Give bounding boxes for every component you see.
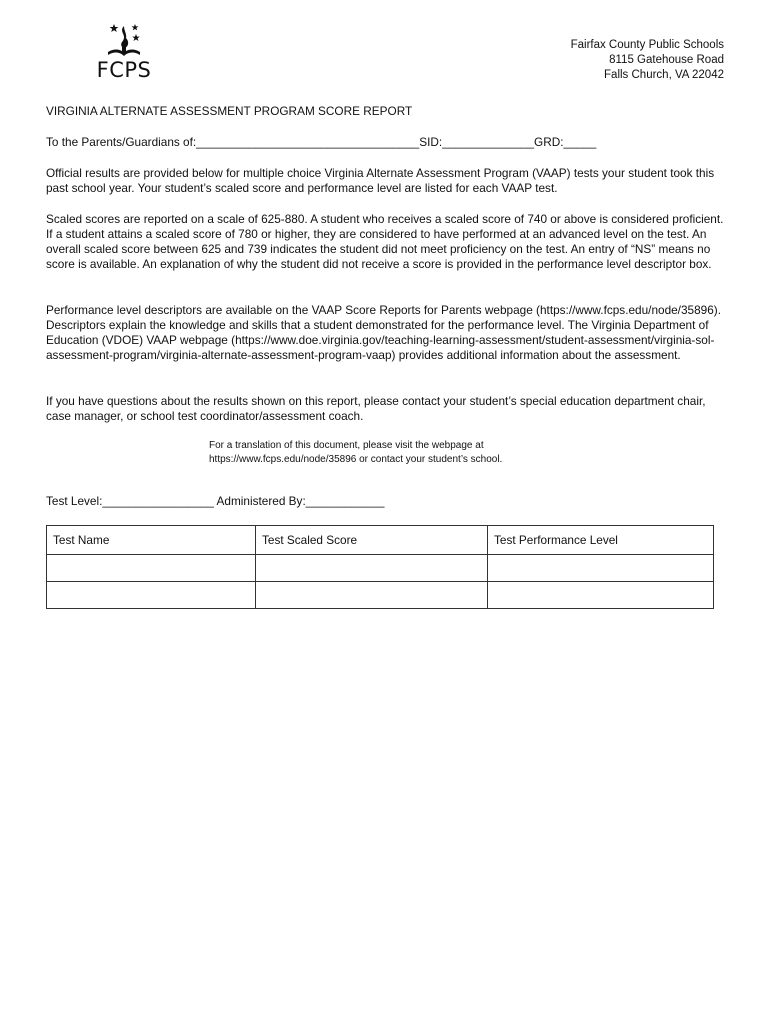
score-table [46,525,714,609]
paragraph-questions: If you have questions about the results shown on this report, please contact your student’s special education department chair, case manager, or school test coordinator/assessment coach. [46,394,706,423]
table-row [47,582,714,609]
table-cell [256,582,488,609]
torch-with-stars-icon [104,22,144,60]
table-header-row [47,526,714,555]
translation-line-1: For a translation of this document, please visit the webpage at [209,440,484,451]
table-row [47,555,714,582]
table-cell [47,582,256,609]
table-cell [47,555,256,582]
address-line-3: Falls Church, VA 22042 [604,69,724,81]
paragraph-official-results: Official results are provided below for multiple choice Virginia Alternate Assessment Program (VAAP) tests your student took this past school year. Your student’s scaled score and performance level are listed for each VAAP test. [46,166,715,195]
table-cell [488,555,714,582]
school-address [571,38,724,83]
translation-line-2: https://www.fcps.edu/node/35896 or contact your student’s school. [209,454,503,465]
table-cell [256,555,488,582]
parent-guardian-line: To the Parents/Guardians of:__________________________________SID:______________GRD:_____ [46,135,597,149]
test-level-line: Test Level:_________________ Administered By:____________ [46,494,385,508]
header-test-scaled-score: Test Scaled Score [256,526,488,555]
header-test-name: Test Name [47,526,256,555]
paragraph-scaled-scores: Scaled scores are reported on a scale of 625-880. A student who receives a scaled score of 740 or above is considered proficient. If a student attains a scaled score of 780 or higher, they are considered to have performed at an advanced level on the test. An overall scaled score between 625 and 739 indicates the student did not meet proficiency on the test. An entry of “NS” means no score is available. An explanation of why the student did not receive a score is provided in the performance level descriptor box. [46,212,724,271]
header-test-performance-level: Test Performance Level [488,526,714,555]
translation-note [209,439,629,467]
table-cell [488,582,714,609]
report-title: VIRGINIA ALTERNATE ASSESSMENT PROGRAM SCORE REPORT [46,104,413,118]
address-line-1: Fairfax County Public Schools [570,39,724,51]
address-line-2: 8115 Gatehouse Road [609,54,724,66]
fcps-logo-text: FCPS [96,58,152,82]
fcps-logo [92,22,156,84]
paragraph-performance-descriptors: Performance level descriptors are available on the VAAP Score Reports for Parents webpage (https://www.fcps.edu/node/35896). Descriptors explain the knowledge and skills that a student demonstrated for the performance level. The Virginia Department of Education (VDOE) VAAP webpage (https://www.doe.virginia.gov/teaching-learning-assessment/student-assessment/virginia-sol-assessment-program/virginia-alternate-assessment-program-vaap) provides additional information about the assessment. [46,303,721,362]
